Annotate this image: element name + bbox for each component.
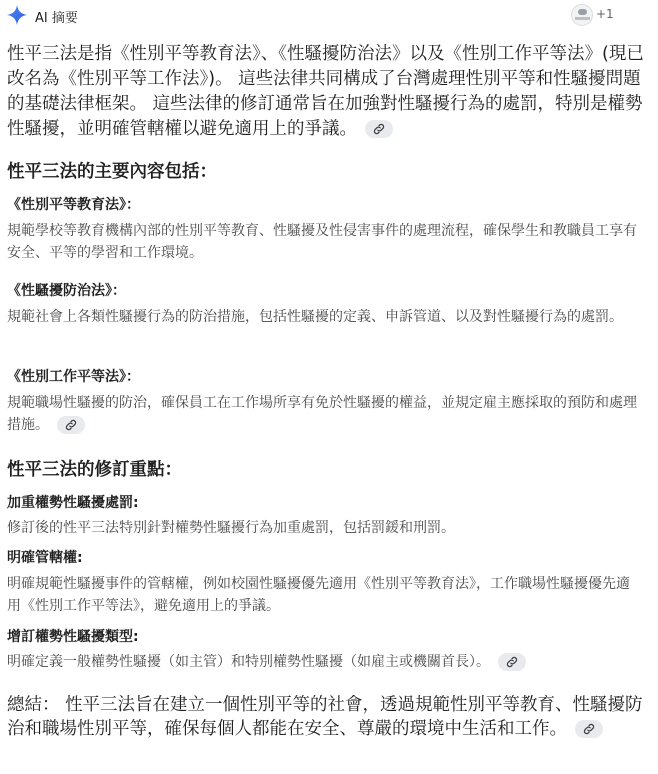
section-heading-main-content: 性平三法的主要內容包括： (7, 162, 217, 182)
item-body-education-act: 規範學校等教育機構內部的性別平等教育、性騷擾及性侵害事件的處理流程，確保學生和教職員工享有安全、平等的學習和工作環境。 (7, 223, 637, 261)
item-title-penalty: 加重權勢性騷擾處罰: (7, 495, 139, 511)
item-body-employment-act (7, 392, 643, 436)
item-title-harassment-types: 增訂權勢性騷擾類型: (7, 629, 139, 645)
summary-text: 總結： 性平三法旨在建立一個性別平等的社會，透過規範性別平等教育、性騷擾防治和職場性別平等，確保每個人都能在安全、尊嚴的環境中生活和工作。 (7, 695, 643, 739)
sparkle-icon (6, 4, 28, 26)
link-icon (505, 655, 519, 669)
item-body-employment-act-text: 規範職場性騷擾的防治，確保員工在工作場所享有免於性騷擾的權益，並規定雇主應採取的預防和處理措施。 (7, 395, 637, 433)
summary-paragraph (7, 693, 643, 741)
item-title-jurisdiction: 明確管轄權: (7, 550, 83, 566)
ai-overview-title: AI 摘要 (35, 11, 78, 26)
item-body-jurisdiction: 明確規範性騷擾事件的管轄權，例如校園性騷擾優先適用《性別平等教育法》，工作職場性騷擾優先適用《性別工作平等法》，避免適用上的爭議。 (7, 576, 630, 614)
intro-text: 性平三法是指《性別平等教育法》、《性騷擾防治法》以及《性別工作平等法》(現已改名為《性別平等工作法》)。 這些法律共同構成了台灣處理性別平等和性騷擾問題的基礎法律框架。 這些法律的修訂通常旨在加強對性騷擾行為的處罰，特別是權勢性騷擾，並明確管轄權以避免適用上的爭議。 (7, 44, 644, 139)
ai-overview-header (0, 0, 658, 32)
item-title-employment-act: 《性別工作平等法》： (7, 369, 140, 385)
intro-paragraph (7, 42, 649, 142)
item-body-harassment-types-text: 明確定義一般權勢性騷擾（如主管）和特別權勢性騷擾（如雇主或機關首長）。 (7, 654, 490, 670)
source-link-button[interactable] (575, 720, 603, 738)
link-icon (64, 418, 78, 432)
item-body-harassment-act: 規範社會上各類性騷擾行為的防治措施，包括性騷擾的定義、申訴管道、以及對性騷擾行為的處罰。 (7, 309, 623, 325)
link-icon (372, 122, 386, 136)
source-favicon-icon[interactable] (571, 4, 593, 26)
source-link-button[interactable] (498, 653, 526, 671)
source-link-button[interactable] (365, 120, 393, 138)
item-body-penalty: 修訂後的性平三法特別針對權勢性騷擾行為加重處罰，包括罰鍰和刑罰。 (7, 520, 455, 536)
section-heading-amendments: 性平三法的修訂重點： (7, 460, 182, 480)
source-count[interactable]: +1 (596, 7, 614, 21)
item-title-harassment-act: 《性騷擾防治法》： (7, 283, 126, 299)
source-link-button[interactable] (57, 416, 85, 434)
item-title-education-act: 《性別平等教育法》： (7, 197, 140, 213)
item-body-harassment-types (7, 651, 643, 673)
link-icon (582, 722, 596, 736)
